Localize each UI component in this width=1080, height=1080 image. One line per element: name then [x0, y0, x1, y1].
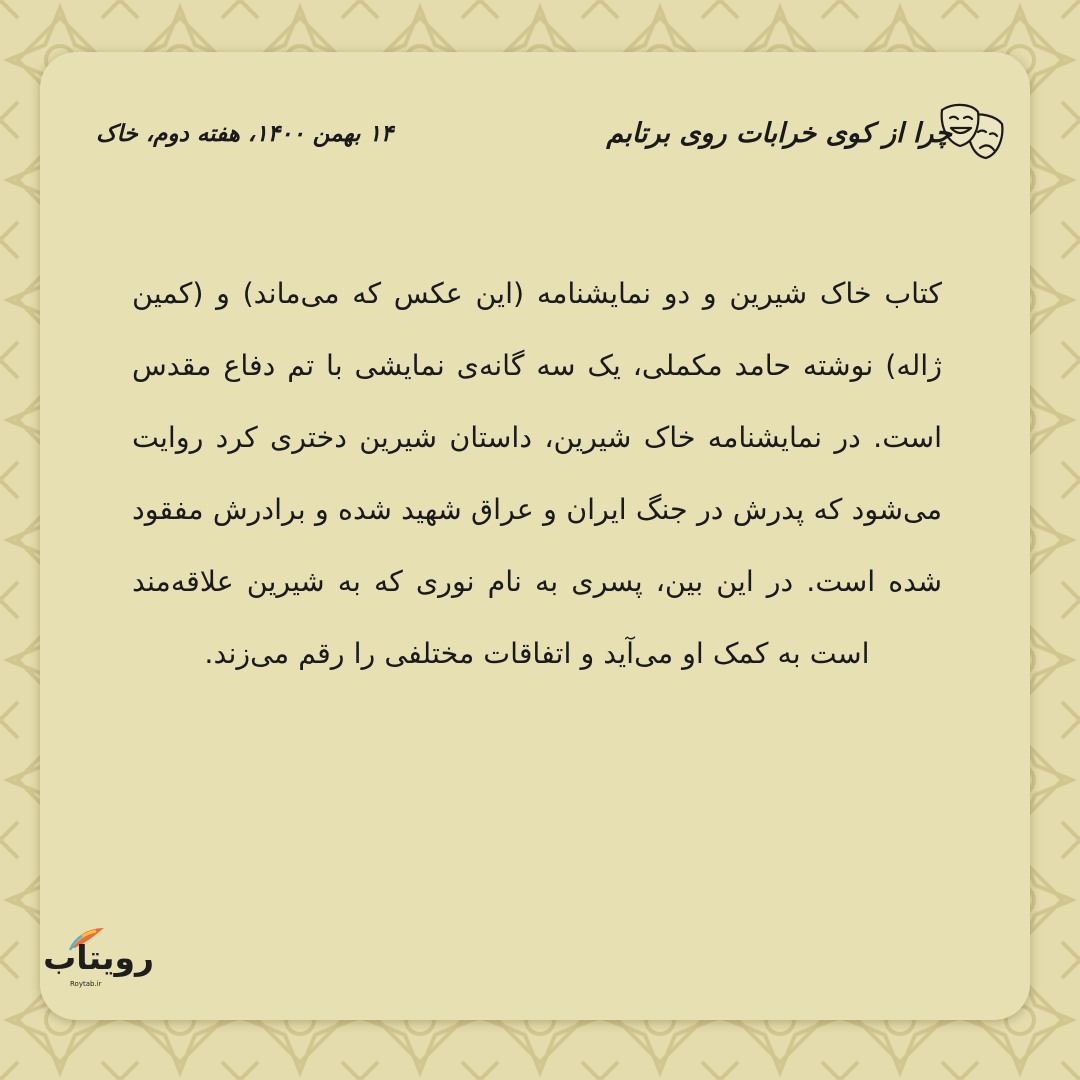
header-title: چرا از کوی خرابات روی برتابم [606, 118, 952, 149]
logo-domain: Roytab.ir [70, 980, 102, 988]
logo-wordmark: رویتاب [43, 938, 154, 977]
header-date: ۱۴ بهمن ۱۴۰۰، هفته دوم، خاک [96, 120, 394, 147]
body-paragraph: کتاب خاک شیرین و دو نمایشنامه (این عکس که می‌ماند) و (کمین ژاله) نوشته حامد مکملی، یک سه گانه‌ی نمایشی با تم دفاع مقدس است. در نمایشنامه خاک شیرین، داستان شیرین دختری کرد روایت می‌شود که پدرش در جنگ ایران و عراق شهید شده و برادرش مفقود شده است. در این بین، پسری به نام نوری که به شیرین علاقه‌مند است به کمک او می‌آید و اتفاقات مختلفی را رقم می‌زند. [132, 277, 942, 670]
roytab-logo [43, 926, 168, 994]
